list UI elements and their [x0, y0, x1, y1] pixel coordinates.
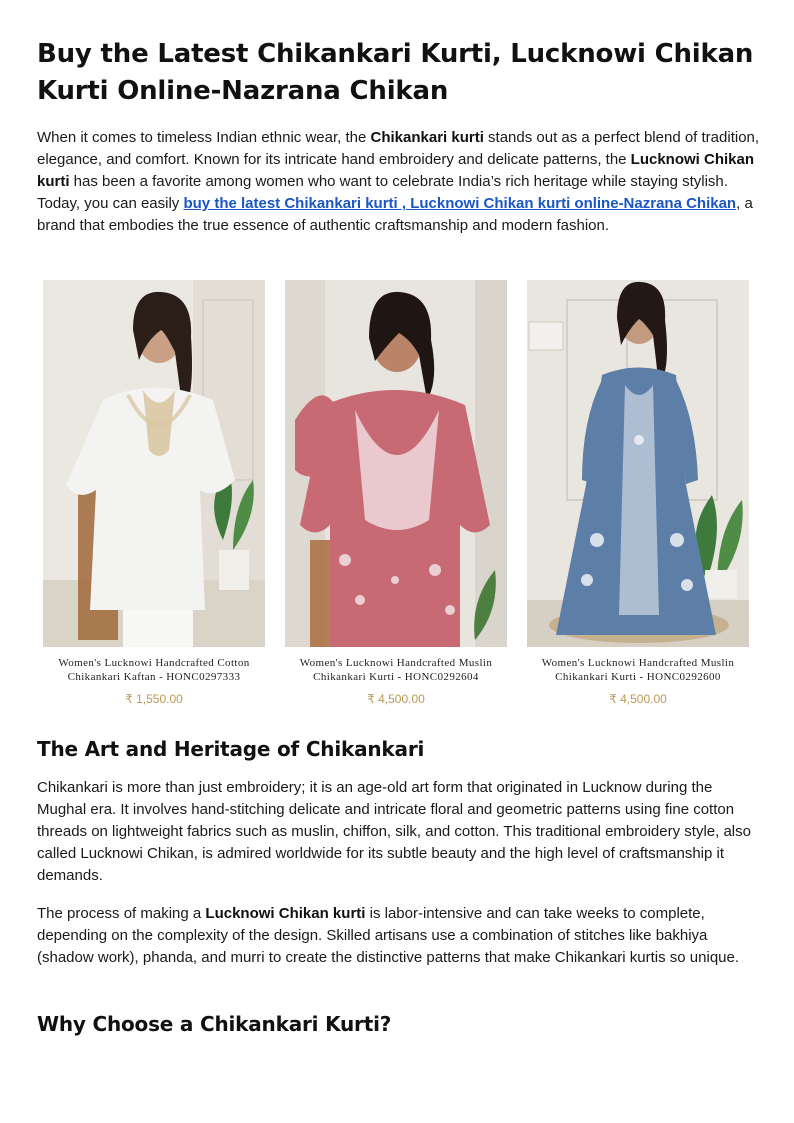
product-card[interactable] [527, 280, 749, 706]
intro-bold-lucknowi-chikan-kurti: Lucknowi Chikan kurti [37, 151, 755, 190]
intro-text-4: , a brand that embodies the true essence of authentic craftsmanship and modern fashion. [37, 195, 753, 234]
product-card[interactable] [43, 280, 265, 706]
product-image[interactable] [285, 280, 507, 647]
intro-text-2: stands out as a perfect blend of tradition, elegance, and comfort. Known for its intricate hand embroidery and delicate patterns, the [37, 129, 760, 168]
heritage-paragraph-2 [37, 903, 761, 969]
heritage-heading: The Art and Heritage of Chikankari [37, 737, 425, 761]
product-price: ₹ 1,550.00 [125, 692, 183, 706]
intro-bold-chikankari-kurti: Chikankari kurti [370, 129, 484, 146]
product-name[interactable]: Women's Lucknowi Handcrafted Muslin Chikankari Kurti - HONC0292600 [541, 657, 735, 683]
product-price: ₹ 4,500.00 [367, 692, 425, 706]
heritage-p2-text-2: is labor-intensive and can take weeks to complete, depending on the complexity of the design. Skilled artisans use a combination of stitches like bakhiya (shadow work), phanda, and murri to create the distinctive patterns that make Chikankari kurtis so unique. [37, 905, 740, 966]
article [37, 36, 761, 237]
intro-paragraph [37, 127, 761, 237]
product-image[interactable] [527, 280, 749, 647]
product-grid [43, 280, 750, 720]
why-section [37, 1010, 761, 1038]
heritage-section [37, 735, 761, 969]
intro-text-3: has been a favorite among women who want to celebrate India’s rich heritage while staying stylish. Today, you can easily [37, 173, 728, 212]
heritage-p2-bold: Lucknowi Chikan kurti [205, 905, 366, 922]
product-card[interactable] [285, 280, 507, 706]
intro-text-1: When it comes to timeless Indian ethnic wear, the [37, 129, 371, 146]
why-heading: Why Choose a Chikankari Kurti? [37, 1012, 392, 1036]
product-name[interactable]: Women's Lucknowi Handcrafted Muslin Chikankari Kurti - HONC0292604 [299, 657, 493, 683]
product-image[interactable] [43, 280, 265, 647]
buy-latest-kurti-link[interactable]: buy the latest Chikankari kurti , Lucknowi Chikan kurti online-Nazrana Chikan [183, 195, 737, 212]
heritage-p2-text-1: The process of making a [37, 905, 206, 922]
product-name[interactable]: Women's Lucknowi Handcrafted Cotton Chikankari Kaftan - HONC0297333 [58, 657, 250, 683]
page-title: Buy the Latest Chikankari Kurti, Lucknowi Chikan Kurti Online-Nazrana Chikan [37, 39, 754, 106]
heritage-paragraph-1: Chikankari is more than just embroidery; it is an age-old art form that originated in Lucknow during the Mughal era. It involves hand-stitching delicate and intricate floral and geometric patterns using fine cotton threads on lightweight fabrics such as muslin, chiffon, silk, and cotton. This traditional embroidery style, also called Lucknowi Chikan, is admired worldwide for its subtle beauty and the high level of craftsmanship it demands. [37, 779, 751, 884]
product-price: ₹ 4,500.00 [609, 692, 667, 706]
